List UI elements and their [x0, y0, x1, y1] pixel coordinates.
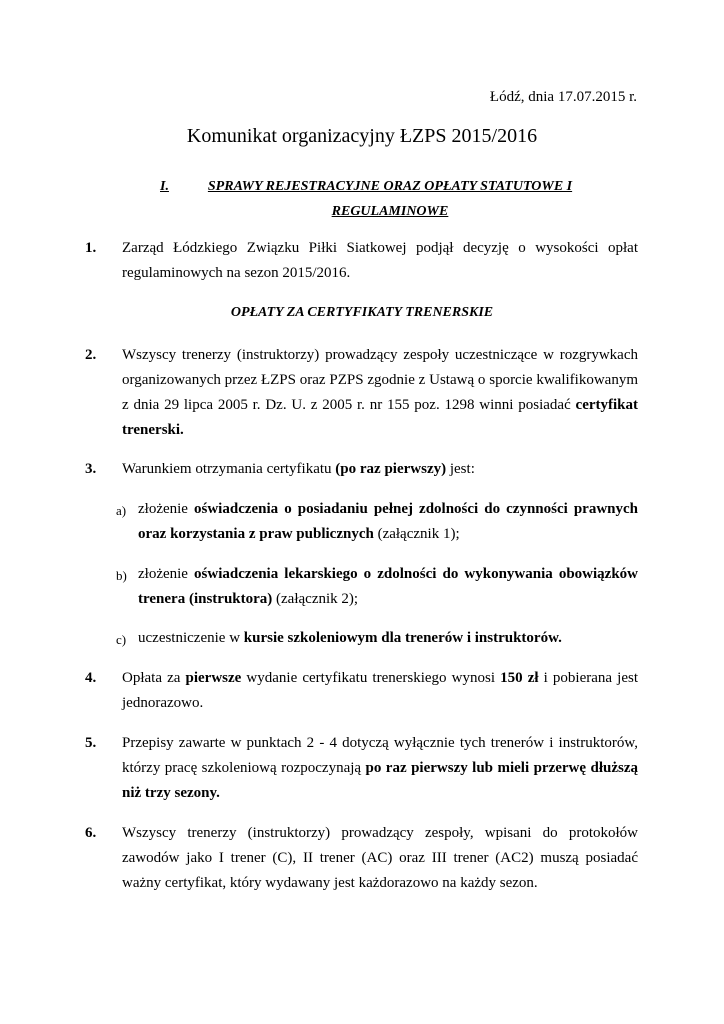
item-number: 6. — [85, 825, 97, 841]
document-title: Komunikat organizacyjny ŁZPS 2015/2016 — [186, 125, 538, 147]
section-heading — [150, 174, 630, 224]
item-number: 1. — [85, 240, 97, 256]
sub-item-letter: a) — [116, 503, 127, 518]
section-number: I. — [160, 179, 169, 194]
item-number: 2. — [85, 347, 97, 363]
list-item-6 — [85, 821, 638, 896]
item-bold-text: certyfikat trenerski. — [122, 397, 638, 438]
document-date: Łódź, dnia 17.07.2015 r. — [489, 89, 637, 105]
sub-item-bold-text: oświadczenia lekarskiego o zdolności do wykonywania obowiązków trenera (instruktora) — [138, 566, 639, 607]
item-text: Wszyscy trenerzy (instruktorzy) prowadzący zespoły, wpisani do protokołów zawodów jako I trener (C), II trener (AC) oraz III trener (AC2) muszą posiadać ważny certyfikat, który wydawany jest każdorazowo na każdy sezon. — [122, 825, 638, 891]
list-item-5 — [85, 731, 638, 806]
sub-item-c: c) uczestniczenie w kursie szkoleniowym dla trenerów i instruktorów. — [116, 626, 638, 651]
item-text: Zarząd Łódzkiego Związku Piłki Siatkowej podjął decyzję o wysokości opłat regulaminowych na sezon 2015/2016. — [122, 240, 638, 281]
section-title-line-1: SPRAWY REJESTRACYJNE ORAZ OPŁATY STATUTOWE I — [207, 179, 573, 194]
sub-item-bold-text: kursie szkoleniowym dla trenerów i instruktorów. — [243, 630, 562, 646]
sub-item-letter: c) — [116, 632, 127, 647]
item-number: 3. — [85, 461, 97, 477]
item-number: 5. — [85, 735, 97, 751]
item-bold-text: (po raz pierwszy) — [335, 461, 447, 477]
sub-item-a: a) złożenie oświadczenia o posiadaniu pełnej zdolności do czynności prawnych oraz korzystania z praw publicznych (załącznik 1); — [116, 497, 638, 547]
item-text: Przepisy zawarte w punktach 2 - 4 dotyczą wyłącznie tych trenerów i instruktorów, którzy pracę szkoleniową rozpoczynają — [122, 735, 638, 776]
item-text: Wszyscy trenerzy (instruktorzy) prowadzący zespoły uczestniczące w rozgrywkach organizowanych przez ŁZPS oraz PZPS zgodnie z Ustawą o sporcie kwalifikowanym z dnia 29 lipca 2005 r. Dz. U. z 2005 r. nr 155 poz. 1298 winni posiadać — [122, 347, 638, 413]
list-item-1 — [85, 236, 638, 286]
item-bold-amount: 150 zł — [500, 670, 539, 686]
item-bold-text: pierwsze — [185, 670, 242, 686]
sub-item-bold-text: oświadczenia o posiadaniu pełnej zdolności do czynności prawnych oraz korzystania z praw publicznych — [138, 501, 639, 542]
subheading: OPŁATY ZA CERTYFIKATY TRENERSKIE — [230, 305, 494, 320]
item-number: 4. — [85, 670, 97, 686]
section-title-line-2: REGULAMINOWE — [331, 204, 449, 219]
sub-item-b: b) złożenie oświadczenia lekarskiego o zdolności do wykonywania obowiązków trenera (instruktora) (załącznik 2); — [116, 562, 638, 612]
item-bold-text: po raz pierwszy lub mieli przerwę dłuższą niż trzy sezony. — [122, 760, 638, 801]
list-item-4: 4. Opłata za pierwsze wydanie certyfikatu trenerskiego wynosi 150 zł i pobierana jest jednorazowo. — [85, 666, 638, 716]
list-item-3: 3. Warunkiem otrzymania certyfikatu (po raz pierwszy) jest: — [85, 457, 638, 482]
sub-item-letter: b) — [116, 568, 127, 583]
list-item-2 — [85, 343, 638, 443]
